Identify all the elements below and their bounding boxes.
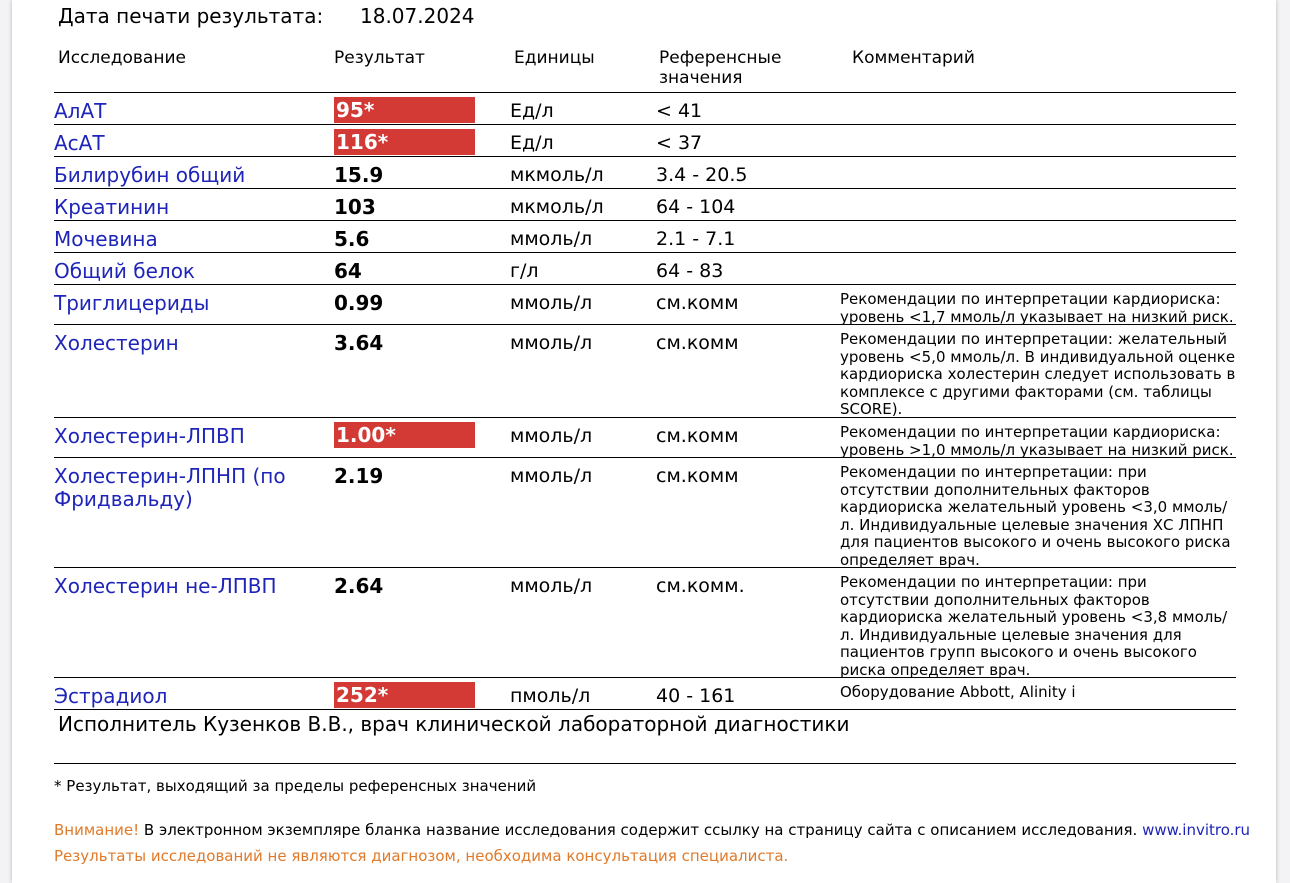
unit: мкмоль/л	[510, 164, 604, 186]
test-name-link[interactable]: Билирубин общий	[54, 163, 246, 187]
footnote: * Результат, выходящий за пределы референсных значений	[54, 777, 537, 795]
test-name-link[interactable]: Мочевина	[54, 227, 158, 251]
row-divider	[54, 709, 1236, 710]
warning-text: В электронном экземпляре бланка название исследования содержит ссылку на страницу сайта с описанием исследования.	[139, 821, 1143, 839]
comment: Рекомендации по интерпретации: при отсутствии дополнительных факторов кардиориска желательный уровень <3,0 ммоль/л. Индивидуальные целевые значения ХС ЛПНП для пациентов высокого и очень высокого риска определяет врач.	[840, 463, 1231, 569]
test-name-link[interactable]: Холестерин не-ЛПВП	[54, 574, 277, 598]
reference-range: 64 - 83	[656, 260, 724, 282]
reference-range: 3.4 - 20.5	[656, 164, 748, 186]
reference-range: 64 - 104	[656, 196, 736, 218]
test-name-link[interactable]: Креатинин	[54, 195, 170, 219]
reference-range: 40 - 161	[656, 685, 736, 707]
header-reference-line1: Референсные	[659, 48, 782, 68]
comment: Рекомендации по интерпретации кардиориска: уровень >1,0 ммоль/л указывает на низкий риск.	[840, 423, 1234, 459]
result-value: 0.99	[334, 291, 384, 315]
comment: Рекомендации по интерпретации: при отсутствии дополнительных факторов кардиориска желательный уровень <3,8 ммоль/л. Индивидуальные целевые значения для пациентов групп высокого и очень высокого риска определяет врач.	[840, 573, 1228, 679]
unit: ммоль/л	[510, 292, 593, 314]
reference-range: см.комм	[656, 332, 739, 354]
result-value-flagged: 95*	[334, 97, 475, 123]
header-reference-line2: значения	[659, 68, 743, 88]
reference-range: см.комм	[656, 465, 739, 487]
result-value-flagged: 252*	[334, 682, 475, 708]
unit: ммоль/л	[510, 425, 593, 447]
warning-label: Внимание!	[54, 821, 140, 839]
reference-range: см.комм	[656, 425, 739, 447]
warning-line	[54, 821, 1250, 839]
unit: пмоль/л	[510, 685, 591, 707]
comment: Рекомендации по интерпретации кардиориска: уровень <1,7 ммоль/л указывает на низкий риск.	[840, 290, 1234, 326]
reference-range: 2.1 - 7.1	[656, 228, 736, 250]
unit: г/л	[510, 260, 539, 282]
row-divider	[54, 284, 1236, 285]
invitro-link[interactable]: www.invitro.ru	[1142, 821, 1251, 839]
result-value: 5.6	[334, 227, 370, 251]
comment: Рекомендации по интерпретации: желательный уровень <5,0 ммоль/л. В индивидуальной оценке кардиориска холестерин следует использовать в комплексе с другими факторами (см. таблицы SCORE).	[840, 330, 1236, 418]
reference-range: < 41	[656, 100, 703, 122]
row-divider	[54, 252, 1236, 253]
result-value: 3.64	[334, 331, 384, 355]
row-divider	[54, 156, 1236, 157]
row-divider	[54, 92, 1236, 93]
comment: Оборудование Abbott, Alinity i	[840, 683, 1076, 701]
result-value-flagged: 1.00*	[334, 422, 475, 448]
header-test: Исследование	[58, 48, 186, 68]
disclaimer: Результаты исследований не являются диагнозом, необходима консультация специалиста.	[54, 847, 789, 865]
test-name-link[interactable]: Холестерин-ЛПВП	[54, 424, 245, 448]
test-name-link[interactable]: Эстрадиол	[54, 684, 168, 708]
unit: Ед/л	[510, 100, 554, 122]
test-name-link[interactable]: Триглицериды	[54, 291, 210, 315]
header-units: Единицы	[514, 48, 595, 68]
test-name-link[interactable]: АлАТ	[54, 99, 107, 123]
unit: ммоль/л	[510, 332, 593, 354]
reference-range: см.комм	[656, 292, 739, 314]
result-value: 64	[334, 259, 362, 283]
executor-line: Исполнитель Кузенков В.В., врач клинической лабораторной диагностики	[58, 712, 850, 736]
footer-divider	[54, 763, 1236, 764]
header-reference	[659, 48, 781, 88]
result-value: 2.64	[334, 574, 384, 598]
header-result: Результат	[334, 48, 425, 68]
test-name-link[interactable]: Холестерин	[54, 331, 179, 355]
lab-report-sheet	[12, 0, 1276, 883]
unit: ммоль/л	[510, 575, 593, 597]
print-date-label: Дата печати результата:	[58, 4, 324, 28]
test-name-link[interactable]: Холестерин-ЛПНП (по Фридвальду)	[54, 464, 286, 511]
print-date-value: 18.07.2024	[360, 4, 475, 28]
result-value: 15.9	[334, 163, 384, 187]
header-comment: Комментарий	[852, 48, 975, 68]
result-value: 2.19	[334, 464, 384, 488]
reference-range: см.комм.	[656, 575, 745, 597]
unit: Ед/л	[510, 132, 554, 154]
result-value: 103	[334, 195, 376, 219]
test-name-link[interactable]: АсАТ	[54, 131, 105, 155]
unit: ммоль/л	[510, 465, 593, 487]
row-divider	[54, 220, 1236, 221]
unit: ммоль/л	[510, 228, 593, 250]
test-name-link[interactable]: Общий белок	[54, 259, 196, 283]
unit: мкмоль/л	[510, 196, 604, 218]
reference-range: < 37	[656, 132, 703, 154]
row-divider	[54, 188, 1236, 189]
row-divider	[54, 124, 1236, 125]
result-value-flagged: 116*	[334, 129, 475, 155]
